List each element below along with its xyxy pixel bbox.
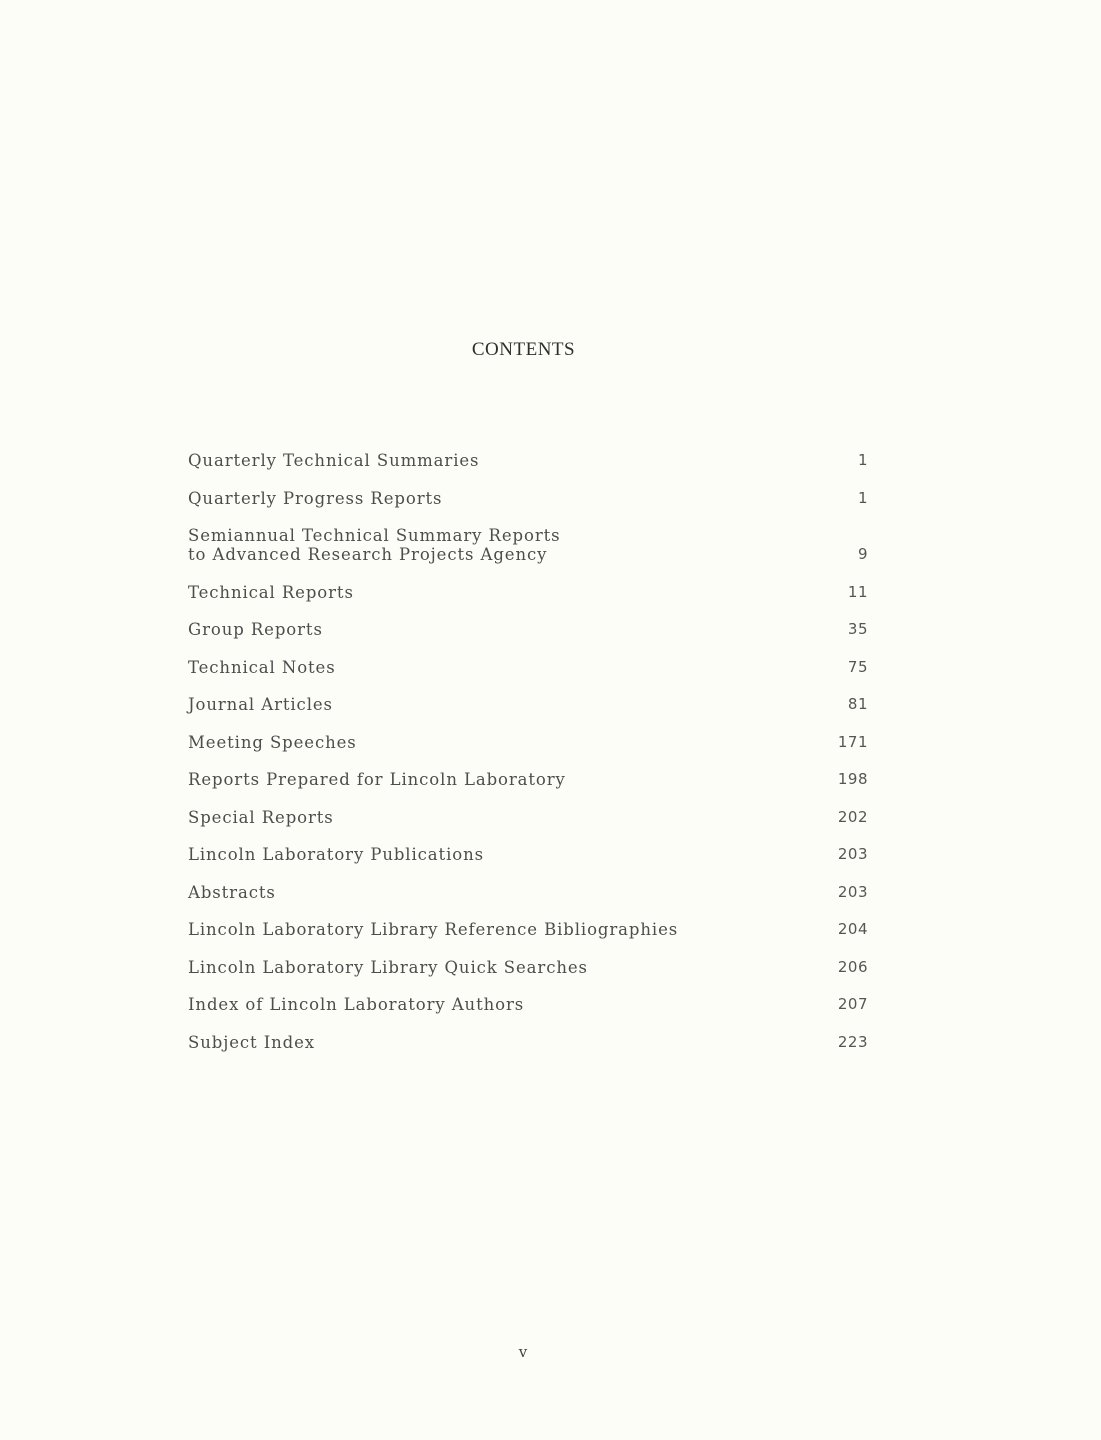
toc-entry-page: 202	[837, 807, 868, 826]
contents-heading: CONTENTS	[471, 339, 576, 360]
toc-entry-label: Technical Notes	[188, 657, 336, 677]
toc-entry-label: Lincoln Laboratory Library Quick Searches	[188, 957, 588, 977]
toc-entry	[188, 808, 868, 827]
toc-entry-label: Quarterly Progress Reports	[188, 488, 443, 508]
toc-entry-label: Reports Prepared for Lincoln Laboratory	[188, 770, 566, 789]
toc-entry-page: 203	[837, 882, 868, 901]
toc-entry-page: 1	[857, 451, 868, 469]
toc-entry	[188, 451, 868, 470]
toc-entry-page: 223	[837, 1032, 868, 1051]
toc-entry	[188, 733, 868, 752]
toc-entry-page: 198	[837, 770, 868, 788]
toc-entry-page: 81	[847, 695, 868, 713]
toc-entry	[188, 958, 868, 977]
toc-entry-page: 204	[837, 920, 868, 938]
toc-entry-label: Quarterly Technical Summaries	[188, 451, 480, 470]
toc-entry-label: Lincoln Laboratory Library Reference Bibliographies	[188, 920, 679, 939]
toc-entry-page: 35	[847, 620, 868, 638]
toc-entry	[188, 770, 868, 789]
toc-entry	[188, 526, 868, 564]
toc-entry-label: Meeting Speeches	[188, 732, 357, 752]
toc-entry	[188, 695, 868, 714]
toc-entry-label: Abstracts	[188, 882, 276, 902]
toc-entry-label: Journal Articles	[188, 695, 333, 714]
toc-entry	[188, 583, 868, 602]
toc-entry-label: Semiannual Technical Summary Reports to Advanced Research Projects Agency	[188, 526, 561, 564]
toc-entry	[188, 920, 868, 939]
toc-entry-label: Index of Lincoln Laboratory Authors	[188, 995, 525, 1014]
toc-entry-page: 75	[847, 657, 868, 676]
toc-entry	[188, 845, 868, 864]
toc-entry-page: 9	[857, 545, 868, 563]
toc-entry-label: Group Reports	[188, 620, 323, 639]
toc-entry-label: Lincoln Laboratory Publications	[188, 845, 484, 864]
toc-entry-page: 206	[837, 957, 868, 976]
toc-entry	[188, 995, 868, 1014]
toc-entry	[188, 620, 868, 639]
toc-entry-page: 207	[837, 995, 868, 1013]
toc-entry-label: Technical Reports	[188, 582, 354, 602]
toc-entry-page: 11	[847, 582, 868, 601]
toc-entry-label: Special Reports	[188, 807, 334, 827]
page-number: v	[518, 1343, 528, 1361]
toc-entry-page: 1	[857, 488, 868, 507]
toc-entry	[188, 883, 868, 902]
table-of-contents	[188, 451, 868, 1070]
toc-entry-label: Subject Index	[188, 1032, 315, 1052]
toc-entry	[188, 658, 868, 677]
toc-entry-page: 203	[837, 845, 868, 863]
toc-entry-page: 171	[837, 732, 868, 751]
toc-entry	[188, 489, 868, 508]
toc-entry	[188, 1033, 868, 1052]
